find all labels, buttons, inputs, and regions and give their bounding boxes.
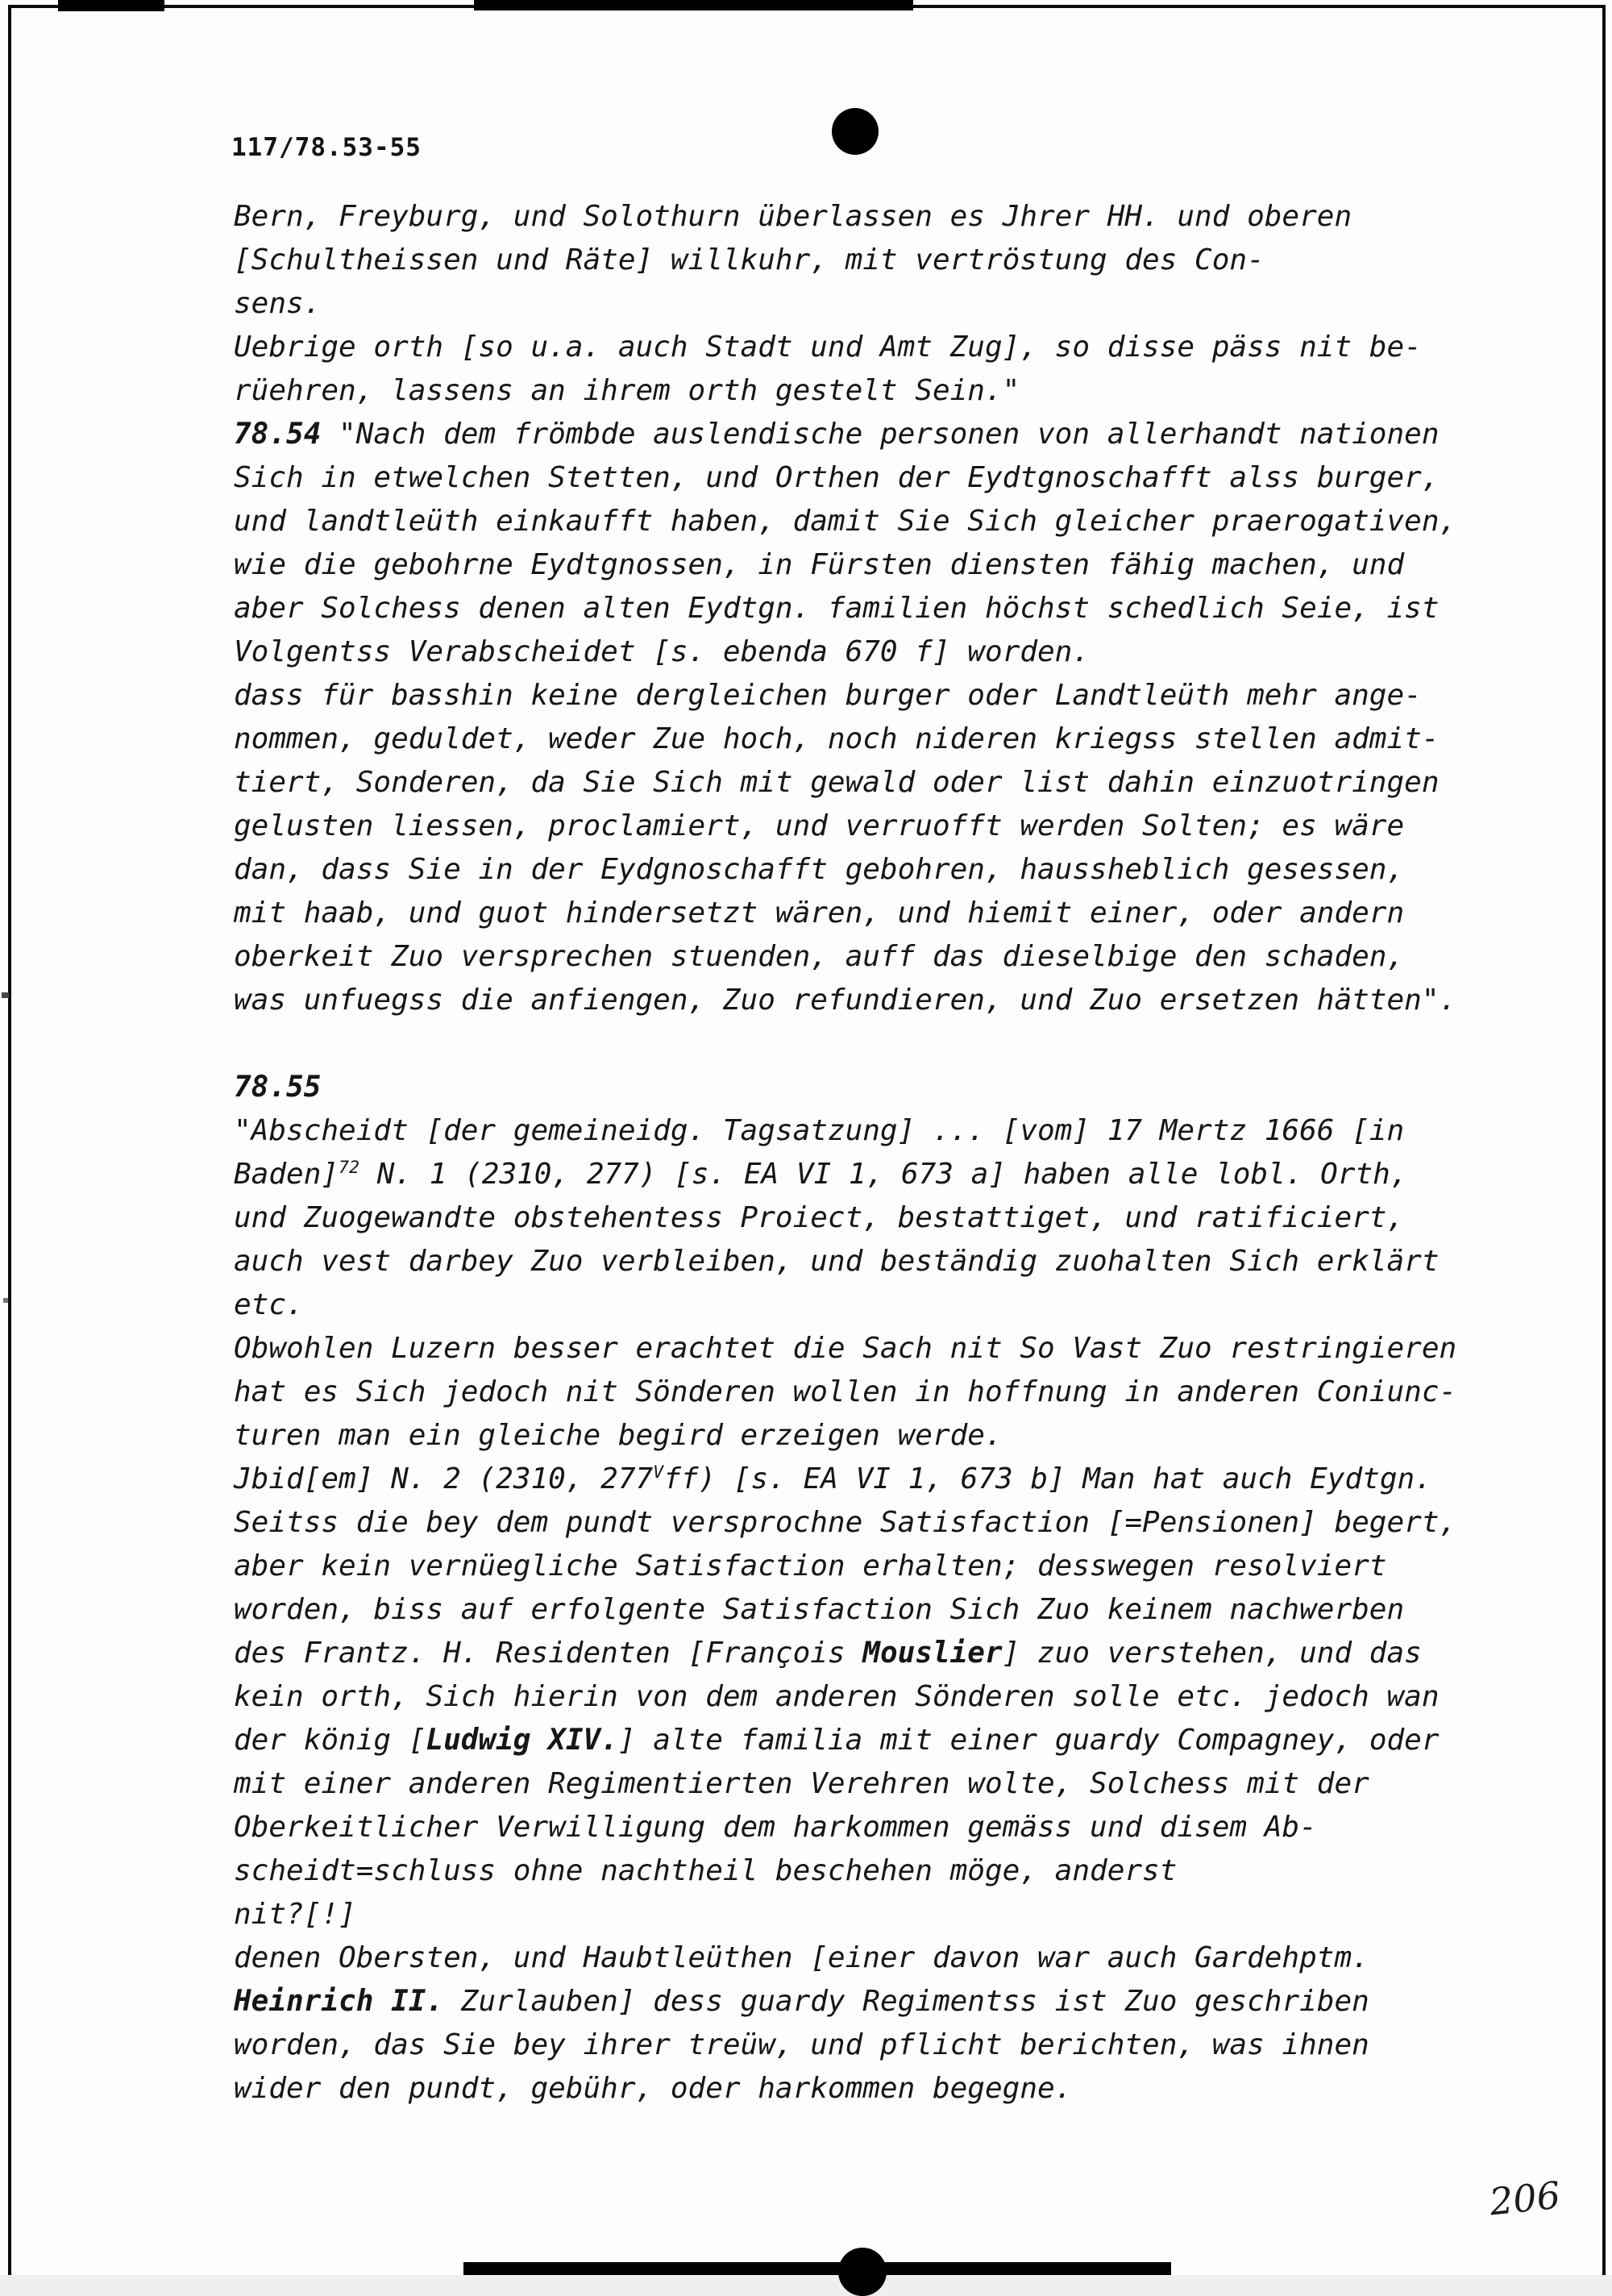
- scan-border-right: [1602, 5, 1606, 2275]
- scan-speck-left-lower: [3, 1298, 8, 1303]
- text-segment: mit einer anderen Regimentierten Verehren wolte, Solchess mit der: [234, 1767, 1369, 1800]
- text-line: [234, 456, 1539, 500]
- text-line: [234, 413, 1539, 456]
- text-line: [234, 500, 1539, 543]
- document-body: [234, 195, 1539, 2111]
- page-header-reference: 117/78.53-55: [231, 133, 422, 162]
- text-segment: aber Solchess denen alten Eydtgn. familien höchst schedlich Seie, ist: [234, 592, 1440, 625]
- text-segment: worden, biss auf erfolgente Satisfaction Sich Zuo keinem nachwerben: [234, 1593, 1405, 1626]
- text-line: [234, 1240, 1539, 1283]
- scan-border-left: [8, 5, 11, 2275]
- text-line: [234, 1458, 1539, 1501]
- bold-text: Mouslier: [862, 1637, 1003, 1670]
- text-line: [234, 1196, 1539, 1240]
- text-line: [234, 630, 1539, 674]
- superscript: 72: [339, 1158, 360, 1178]
- text-segment: Sich in etwelchen Stetten, und Orthen der Eydtgnoschafft alss burger,: [234, 461, 1440, 494]
- scan-artifact-bottom-bar: [463, 2262, 1171, 2275]
- text-segment: Baden]: [234, 1158, 339, 1191]
- text-segment: hat es Sich jedoch nit Sönderen wollen in hoffnung in anderen Coniunc-: [234, 1375, 1457, 1408]
- text-segment: rüehren, lassens an ihrem orth gestelt Sein.": [234, 374, 1020, 407]
- text-line: [234, 1675, 1539, 1719]
- text-segment: Obwohlen Luzern besser erachtet die Sach nit So Vast Zuo restringieren: [234, 1332, 1457, 1365]
- text-segment: dass für basshin keine dergleichen burger oder Landtleüth mehr ange-: [234, 679, 1422, 712]
- text-segment: "Nach dem frömbde auslendische personen von allerhandt nationen: [321, 418, 1440, 451]
- text-line: [234, 326, 1539, 369]
- text-segment: des Frantz. H. Residenten [François: [234, 1637, 863, 1670]
- blank-line: [234, 1022, 1539, 1066]
- text-line: [234, 1588, 1539, 1632]
- text-line: [234, 718, 1539, 761]
- text-segment: Bern, Freyburg, und Solothurn überlassen es Jhrer HH. und oberen: [234, 200, 1352, 233]
- text-line: [234, 674, 1539, 718]
- text-line: [234, 805, 1539, 848]
- text-line: [234, 2024, 1539, 2067]
- bold-text: Heinrich II.: [234, 1985, 444, 2018]
- text-segment: was unfuegss die anfiengen, Zuo refundieren, und Zuo ersetzen hätten".: [234, 984, 1457, 1017]
- text-line: [234, 195, 1539, 239]
- text-line: [234, 935, 1539, 979]
- text-line: [234, 848, 1539, 892]
- text-line: [234, 1371, 1539, 1414]
- text-line: [234, 1153, 1539, 1196]
- scan-artifact-top-center: [474, 0, 913, 10]
- hole-punch-mark-bottom: [838, 2248, 887, 2296]
- text-line: [234, 1936, 1539, 1980]
- text-segment: der könig [: [234, 1724, 426, 1757]
- text-segment: denen Obersten, und Haubtleüthen [einer davon war auch Gardehptm.: [234, 1941, 1369, 1974]
- text-segment: sens.: [234, 287, 322, 320]
- text-segment: Zurlauben] dess guardy Regimentss ist Zuo geschriben: [443, 1985, 1369, 2018]
- text-line: [234, 587, 1539, 630]
- scan-artifact-top-left: [58, 0, 164, 11]
- handwritten-page-number: 206: [1487, 2173, 1563, 2224]
- text-segment: nommen, geduldet, weder Zue hoch, noch nideren kriegss stellen admit-: [234, 722, 1440, 755]
- superscript: V: [653, 1462, 664, 1483]
- text-segment: wie die gebohrne Eydtgnossen, in Fürsten diensten fähig machen, und: [234, 548, 1405, 581]
- text-segment: "Abscheidt [der gemeineidg. Tagsatzung] ... [vom] 17 Mertz 1666 [in: [234, 1114, 1405, 1147]
- text-segment: gelusten liessen, proclamiert, und verruofft werden Solten; es wäre: [234, 809, 1405, 842]
- text-segment: ] zuo verstehen, und das: [1002, 1637, 1422, 1670]
- text-segment: oberkeit Zuo versprechen stuenden, auff das dieselbige den schaden,: [234, 940, 1405, 973]
- bold-text: Ludwig XIV.: [426, 1724, 618, 1757]
- text-segment: Uebrige orth [so u.a. auch Stadt und Amt Zug], so disse päss nit be-: [234, 331, 1422, 364]
- text-segment: [Schultheissen und Räte] willkuhr, mit vertröstung des Con-: [234, 243, 1265, 277]
- text-line: [234, 1545, 1539, 1588]
- text-segment: dan, dass Sie in der Eydgnoschafft gebohren, haussheblich gesessen,: [234, 853, 1405, 886]
- text-line: [234, 1980, 1539, 2024]
- text-line: [234, 1327, 1539, 1371]
- text-line: [234, 282, 1539, 326]
- text-line: [234, 1632, 1539, 1675]
- text-segment: auch vest darbey Zuo verbleiben, und beständig zuohalten Sich erklärt: [234, 1245, 1440, 1278]
- text-line: [234, 1414, 1539, 1458]
- text-line: [234, 1762, 1539, 1806]
- text-line: [234, 1283, 1539, 1327]
- text-line: [234, 1719, 1539, 1762]
- text-segment: N. 1 (2310, 277) [s. EA VI 1, 673 a] haben alle lobl. Orth,: [359, 1158, 1408, 1191]
- text-line: [234, 369, 1539, 413]
- hole-punch-mark-top: [832, 108, 879, 155]
- text-segment: ff) [s. EA VI 1, 673 b] Man hat auch Eydtgn.: [663, 1462, 1432, 1495]
- text-segment: etc.: [234, 1288, 304, 1321]
- text-segment: ] alte familia mit einer guardy Compagney, oder: [617, 1724, 1440, 1757]
- text-line: [234, 761, 1539, 805]
- text-segment: Jbid[em] N. 2 (2310, 277: [234, 1462, 654, 1495]
- text-line: [234, 1501, 1539, 1545]
- bold-text: 78.55: [234, 1071, 322, 1104]
- text-line: [234, 1066, 1539, 1109]
- text-segment: und Zuogewandte obstehentess Proiect, bestattiget, und ratificiert,: [234, 1201, 1405, 1234]
- text-segment: und landtleüth einkaufft haben, damit Sie Sich gleicher praerogativen,: [234, 505, 1457, 538]
- text-segment: scheidt=schluss ohne nachtheil beschehen möge, anderst: [234, 1854, 1178, 1887]
- text-segment: nit?[!]: [234, 1898, 356, 1931]
- text-line: [234, 2067, 1539, 2111]
- text-line: [234, 979, 1539, 1022]
- text-segment: aber kein vernüegliche Satisfaction erhalten; desswegen resolviert: [234, 1549, 1387, 1583]
- text-segment: Seitss die bey dem pundt versprochne Satisfaction [=Pensionen] begert,: [234, 1506, 1457, 1539]
- text-segment: turen man ein gleiche begird erzeigen werde.: [234, 1419, 1003, 1452]
- text-segment: wider den pundt, gebühr, oder harkommen begegne.: [234, 2072, 1073, 2105]
- text-line: [234, 543, 1539, 587]
- text-segment: Oberkeitlicher Verwilligung dem harkommen gemäss und disem Ab-: [234, 1811, 1317, 1844]
- text-line: [234, 239, 1539, 282]
- bold-text: 78.54: [234, 418, 322, 451]
- text-line: [234, 1109, 1539, 1153]
- text-line: [234, 1849, 1539, 1893]
- text-segment: mit haab, und guot hindersetzt wären, und hiemit einer, oder andern: [234, 896, 1405, 930]
- text-segment: worden, das Sie bey ihrer treüw, und pflicht berichten, was ihnen: [234, 2028, 1369, 2061]
- text-line: [234, 1893, 1539, 1936]
- text-segment: tiert, Sonderen, da Sie Sich mit gewald oder list dahin einzuotringen: [234, 766, 1440, 799]
- text-segment: kein orth, Sich hierin von dem anderen Sönderen solle etc. jedoch wan: [234, 1680, 1440, 1713]
- text-line: [234, 1806, 1539, 1849]
- scan-speck-left-upper: [2, 992, 9, 998]
- text-segment: Volgentss Verabscheidet [s. ebenda 670 f] worden.: [234, 635, 1091, 668]
- text-line: [234, 892, 1539, 935]
